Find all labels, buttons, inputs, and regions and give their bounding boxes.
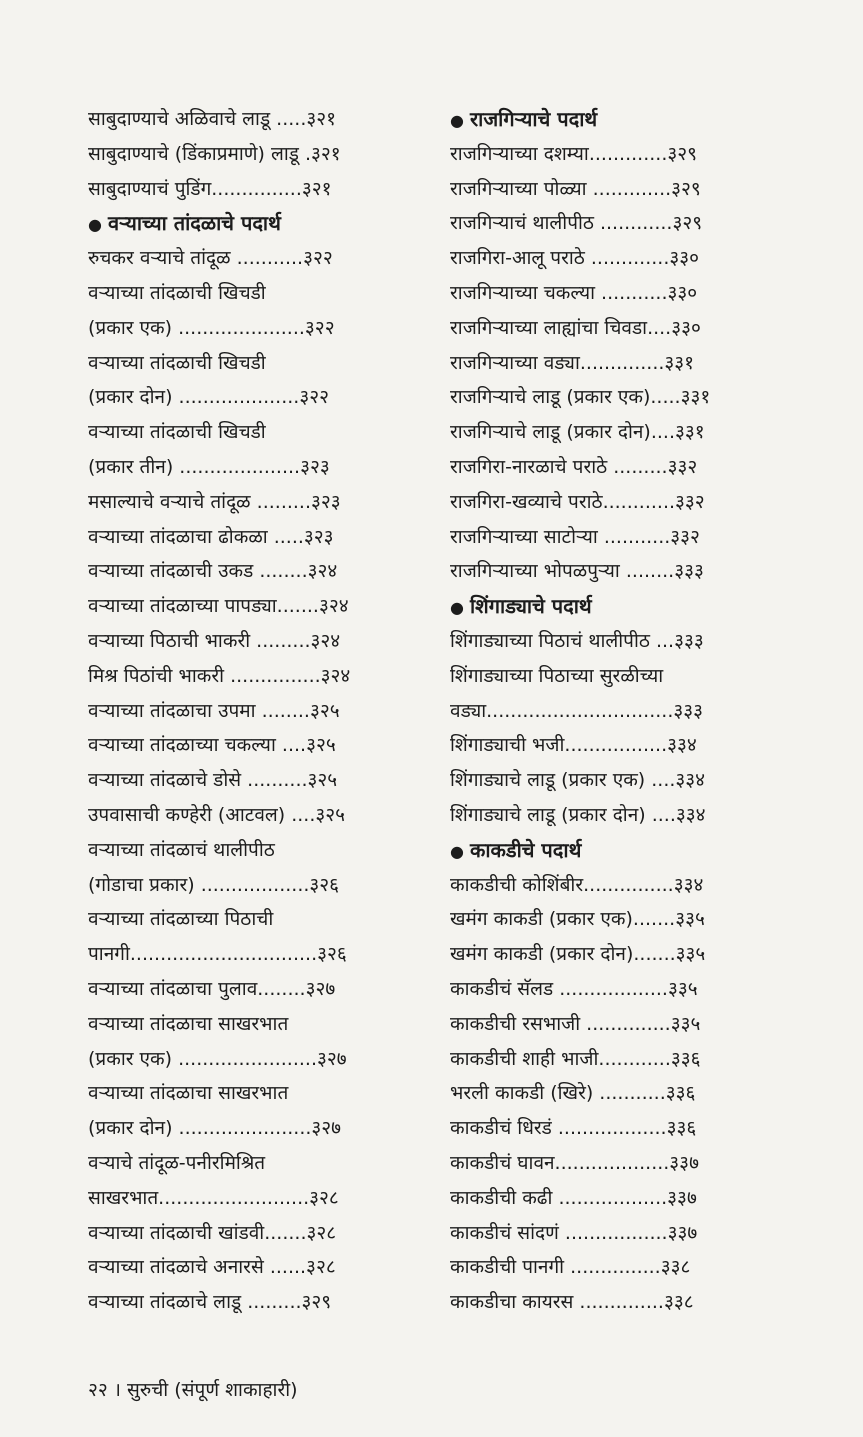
toc-entry [450,520,790,555]
toc-entry-text: वऱ्याच्या तांदळाचं थालीपीठ [88,838,275,861]
toc-entry [450,624,790,659]
toc-entry [450,415,790,450]
toc-entry [450,346,790,381]
toc-entry-text: वऱ्याच्या तांदळाचे डोसे ..........३२५ [88,769,338,792]
toc-entry-text: राजगिऱ्याचे लाडू (प्रकार दोन)....३३१ [450,421,705,444]
toc-entry-text: साखरभात.........................३२८ [88,1186,339,1209]
toc-entry-text: वऱ्याच्या तांदळाच्या पिठाची [88,908,274,931]
toc-entry-text: साबुदाण्याचं पुडिंग...............३२१ [88,177,332,200]
section-heading-text: शिंगाड्याचे पदार्थ [469,594,592,619]
toc-entry-text: वऱ्याच्या तांदळाचा पुलाव........३२७ [88,977,336,1000]
toc-entry-text: राजगिऱ्याचं थालीपीठ ............३२९ [450,212,703,235]
toc-entry-text: वऱ्याच्या पिठाची भाकरी .........३२४ [88,629,341,652]
toc-entry-text: राजगिऱ्याच्या लाह्यांचा चिवडा....३३० [450,316,701,339]
toc-entry [88,1181,428,1216]
toc-entry [450,972,790,1007]
toc-entry [450,868,790,903]
toc-entry-text: राजगिरा-आलू पराठे .............३३० [450,247,700,270]
toc-entry [450,1042,790,1077]
toc-left-column [88,102,428,1320]
toc-entry-text: उपवासाची कण्हेरी (आटवल) ....३२५ [88,803,346,826]
toc-entry [88,589,428,624]
toc-entry [450,728,790,763]
toc-entry [450,554,790,589]
toc-entry-text: शिंगाड्याचे लाडू (प्रकार दोन) ....३३४ [450,803,706,826]
toc-entry [88,868,428,903]
toc-entry [88,311,428,346]
toc-entry-text: राजगिऱ्याच्या दशम्या.............३२९ [450,142,698,165]
toc-entry-text: राजगिऱ्याच्या चकल्या ...........३३० [450,281,698,304]
toc-entry-text: काकडीचं सॅलड ..................३३५ [450,977,698,1000]
toc-entry-text: राजगिऱ्याचे लाडू (प्रकार एक).....३३१ [450,386,711,409]
toc-entry-text: काकडीचा कायरस ..............३३८ [450,1291,694,1314]
toc-entry [450,1076,790,1111]
toc-entry [450,485,790,520]
toc-entry-text: राजगिऱ्याच्या पोळ्या .............३२९ [450,177,701,200]
toc-entry [88,1250,428,1285]
toc-entry [88,1111,428,1146]
toc-entry-text: वड्या...............................३३३ [450,699,704,722]
toc-entry-text: खमंग काकडी (प्रकार एक).......३३५ [450,908,705,931]
toc-entry-text: वऱ्याच्या तांदळाचा उपमा ........३२५ [88,699,340,722]
toc-entry [88,624,428,659]
toc-entry-text: शिंगाड्याचे लाडू (प्रकार एक) ....३३४ [450,769,706,792]
toc-entry-text: वऱ्याच्या तांदळाची उकड ........३२४ [88,560,338,583]
toc-entry [450,1111,790,1146]
toc-entry-text: पानगी...............................३२६ [88,943,347,966]
toc-entry-text: मसाल्याचे वऱ्याचे तांदूळ .........३२३ [88,490,341,513]
toc-entry [450,902,790,937]
toc-entry-text: वऱ्याच्या तांदळाची खिचडी [88,351,266,374]
toc-entry [450,937,790,972]
toc-entry-text: शिंगाड्याची भजी.................३३४ [450,734,697,757]
toc-entry [450,137,790,172]
toc-entry [88,937,428,972]
toc-entry-text: राजगिरा-खव्याचे पराठे............३३२ [450,490,705,513]
section-heading [450,589,790,624]
toc-entry [88,972,428,1007]
toc-entry [450,694,790,729]
toc-entry-text: साबुदाण्याचे अळिवाचे लाडू .....३२१ [88,108,337,130]
toc-entry [88,554,428,589]
toc-entry [88,1042,428,1077]
bullet-icon: ● [88,215,102,235]
toc-entry [88,415,428,450]
toc-entry [88,728,428,763]
toc-entry-text: (प्रकार दोन) ....................३२२ [88,386,329,409]
toc-entry [88,520,428,555]
toc-entry [450,763,790,798]
toc-entry [450,450,790,485]
toc-entry-text: मिश्र पिठांची भाकरी ...............३२४ [88,664,351,687]
toc-entry-text: काकडीची कढी ..................३३७ [450,1186,697,1209]
toc-entry-text: काकडीचं धिरडं ..................३३६ [450,1117,697,1140]
toc-entry [88,902,428,937]
toc-entry [88,102,428,137]
toc-entry-text: राजगिऱ्याच्या वड्या..............३३१ [450,351,695,374]
toc-entry [88,485,428,520]
section-heading-text: राजगिऱ्याचे पदार्थ [469,107,598,131]
toc-entry [450,659,790,694]
section-heading-text: काकडीचे पदार्थ [469,837,582,862]
page-footer: २२ । सुरुची (संपूर्ण शाकाहारी) [88,1379,298,1401]
section-heading [88,206,428,241]
toc-entry-text: वऱ्याचे तांदूळ-पनीरमिश्रित [88,1151,266,1174]
toc-entry-text: वऱ्याच्या तांदळाच्या पापड्या.......३२४ [88,595,349,618]
toc-entry [450,1146,790,1181]
toc-entry [88,380,428,415]
toc-entry [88,276,428,311]
toc-entry-text: राजगिऱ्याच्या भोपळपुऱ्या ........३३३ [450,560,704,583]
toc-entry [88,763,428,798]
toc-entry [88,1285,428,1320]
toc-entry-text: काकडीची शाही भाजी............३३६ [450,1047,701,1070]
toc-entry-text: शिंगाड्याच्या पिठाचं थालीपीठ ...३३३ [450,629,704,652]
bullet-icon: ● [450,841,464,861]
toc-entry [88,172,428,207]
toc-entry-text: वऱ्याच्या तांदळाची खांडवी.......३२८ [88,1221,337,1244]
toc-entry-text: वऱ्याच्या तांदळाची खिचडी [88,281,266,304]
toc-entry-text: वऱ्याच्या तांदळाचे अनारसे ......३२८ [88,1256,336,1279]
toc-entry [450,206,790,241]
toc-entry-text: राजगिऱ्याच्या साटोऱ्या ...........३३२ [450,525,700,548]
toc-entry-text: साबुदाण्याचे (डिंकाप्रमाणे) लाडू .३२१ [88,142,341,165]
toc-entry [450,1285,790,1320]
toc-entry-text: भरली काकडी (खिरे) ...........३३६ [450,1082,696,1105]
toc-entry-text: काकडीची पानगी ...............३३८ [450,1256,691,1279]
toc-entry-text: वऱ्याच्या तांदळाचे लाडू .........३२९ [88,1291,332,1314]
bullet-icon: ● [450,111,464,130]
toc-entry-text: रुचकर वऱ्याचे तांदूळ ...........३२२ [88,247,333,270]
toc-entry-text: काकडीचं घावन...................३३७ [450,1151,699,1174]
section-heading [450,102,790,137]
toc-entry [88,1076,428,1111]
toc-entry-text: वऱ्याच्या तांदळाचा साखरभात [88,1082,289,1105]
toc-entry [88,241,428,276]
toc-entry-text: वऱ्याच्या तांदळाचा साखरभात [88,1012,289,1035]
toc-entry [450,1216,790,1251]
section-heading [450,833,790,868]
toc-entry [450,380,790,415]
toc-entry [88,137,428,172]
toc-entry [88,1007,428,1042]
toc-entry [88,694,428,729]
toc-entry [450,172,790,207]
toc-entry [450,1181,790,1216]
toc-entry [88,833,428,868]
toc-entry-text: (प्रकार तीन) ....................३२३ [88,455,330,478]
toc-entry-text: वऱ्याच्या तांदळाचा ढोकळा .....३२३ [88,525,334,548]
toc-entry-text: शिंगाड्याच्या पिठाच्या सुरळीच्या [450,664,664,687]
toc-entry [88,798,428,833]
toc-entry-text: राजगिरा-नारळाचे पराठे .........३३२ [450,455,698,478]
toc-entry [88,346,428,381]
toc-entry-text: (गोडाचा प्रकार) ..................३२६ [88,873,340,896]
toc-entry [450,1250,790,1285]
toc-entry-text: काकडीची रसभाजी ..............३३५ [450,1012,701,1035]
bullet-icon: ● [450,598,464,618]
toc-entry-text: वऱ्याच्या तांदळाची खिचडी [88,421,266,444]
toc-entry [450,798,790,833]
toc-entry [450,241,790,276]
toc-entry-text: (प्रकार एक) .......................३२७ [88,1047,347,1070]
toc-entry [450,1007,790,1042]
toc-entry-text: खमंग काकडी (प्रकार दोन).......३३५ [450,943,706,966]
toc-entry-text: वऱ्याच्या तांदळाच्या चकल्या ....३२५ [88,734,336,757]
toc-entry [88,450,428,485]
toc-right-column [450,102,790,1320]
section-heading-text: वऱ्याच्या तांदळाचे पदार्थ [107,211,281,236]
toc-entry-text: काकडीची कोशिंबीर...............३३४ [450,873,704,896]
toc-entry [450,276,790,311]
toc-entry-text: (प्रकार एक) .....................३२२ [88,316,335,339]
toc-entry [88,1146,428,1181]
toc-entry-text: (प्रकार दोन) ......................३२७ [88,1117,342,1140]
toc-entry [88,1216,428,1251]
toc-entry [88,659,428,694]
toc-entry-text: काकडीचं सांदणं .................३३७ [450,1221,698,1244]
toc-entry [450,311,790,346]
